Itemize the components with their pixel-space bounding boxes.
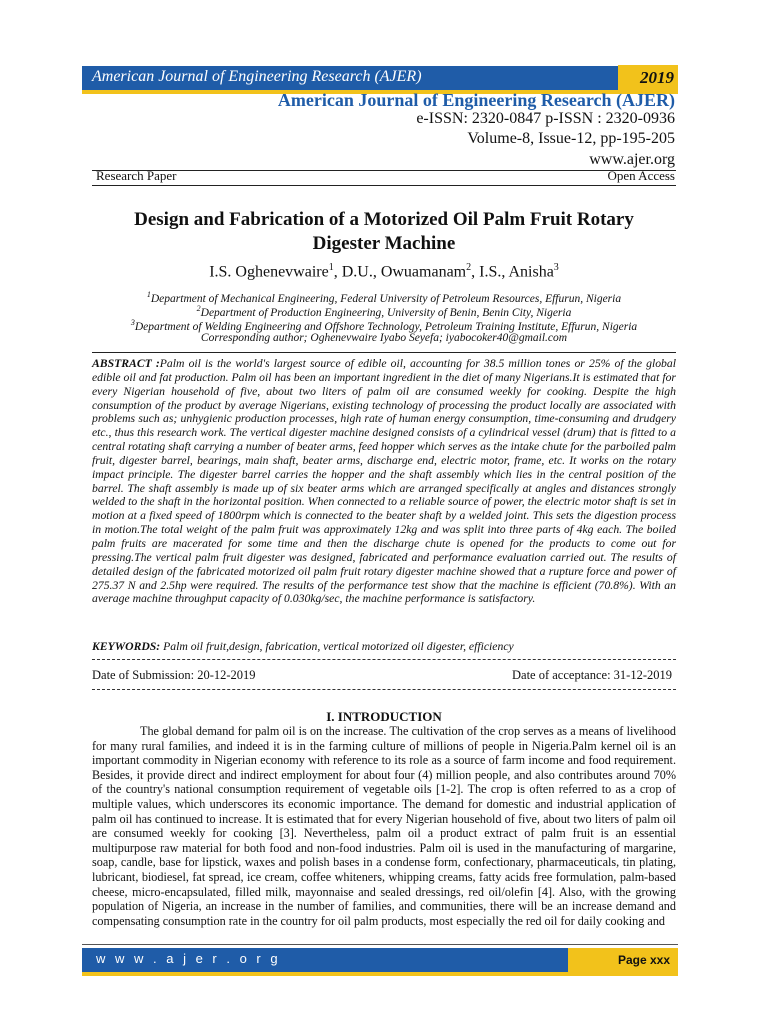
paper-type-label: Research Paper	[96, 168, 177, 183]
paper-title: Design and Fabrication of a Motorized Oil Palm Fruit Rotary Digester Machine	[134, 209, 634, 254]
author-name: I.S. Oghenevwaire	[209, 263, 329, 281]
author-name: D.U., Owuamanam	[341, 263, 467, 281]
running-header-year: 2019	[618, 65, 678, 90]
abstract	[92, 357, 676, 606]
affiliation	[80, 304, 688, 319]
acceptance-date: Date of acceptance: 31-12-2019	[512, 668, 672, 682]
corresponding-author: Corresponding author; Oghenevwaire Iyabo Seyefa; iyabocoker40@gmail.com	[200, 332, 568, 344]
abstract-text: Palm oil is the world's largest source of edible oil, accounting for 38.5 million tones or 25% of the global edible oil and fat production. Palm oil has been an important ingredient in the diet of many Nigerians.It is estimated that for every Nigerian household of five, about two liters of palm oil are consumed weekly for cooking. Despite the high consumption of the product by average Nigerians, existing technology of processing the product locally are associated with problems such as; unhygienic production processes, high rate of human energy consumption, time-consuming and drudgery etc., thus this research work. The vertical digester machine designed consists of a cylindrical vessel (drum) that is fitted to a central rotating shaft carrying a number of beater arms, feed hopper which serves as the intake chute for the parboiled palm fruit, digester barrel, bearings, main shaft, beater arms, discharge end, electric motor, frame, etc. It works on the rotary impact principle. The digester barrel carries the hopper and the shaft assembly which lies in the central position of the barrel. The shaft assembly is made up of six beater arms which are arranged specifically at angles and distances strongly welded to the shaft in the horizontal position. When connected to a reliable source of power, the electric motor shaft is set in motion at a fixed speed of 1800rpm which is connected to the beater shaft by a welded joint. This sets the digestion process in motion.The total weight of the palm fruit was approximately 12kg and was split into three parts of 4kg each. The boiled palm fruits are macerated for some time and then the discharge chute is opened for the products to come out for pressing.The vertical palm fruit digester was designed, fabricated and performance evaluation carried out. The results of detailed design of the fabricated motorized oil palm fruit rotary digester machine showed that a rupture force and power of 275.37 N and 2.5hp were required. The results of the performance test show that the machine is efficient (70.8%). With an average machine throughput capacity of 0.030kg/sec, the machine performance is satisfactory.	[92, 357, 676, 606]
footer-band	[82, 948, 678, 976]
author-name: I.S., Anisha	[479, 263, 554, 281]
submission-date: Date of Submission: 20-12-2019	[92, 668, 256, 682]
keywords-label: KEYWORDS:	[92, 640, 161, 653]
affiliation-sup: 2	[196, 304, 201, 313]
author-separator: ,	[333, 263, 342, 281]
footer-website[interactable]: w w w . a j e r . o r g	[96, 951, 281, 966]
open-access-label: Open Access	[607, 168, 675, 183]
author-sup: 1	[328, 262, 334, 273]
page-number: Page xxx	[568, 948, 678, 972]
journal-title: American Journal of Engineering Research (AJER)	[277, 90, 675, 110]
introduction-body	[92, 724, 676, 928]
author-separator: ,	[471, 263, 480, 281]
section-heading: I. INTRODUCTION	[326, 709, 442, 724]
keywords	[92, 640, 676, 653]
journal-website-link[interactable]: www.ajer.org	[589, 151, 675, 168]
author-sup: 3	[553, 262, 559, 273]
header-rule-top	[92, 170, 676, 171]
dashed-divider	[92, 689, 676, 690]
body-paragraph: The global demand for palm oil is on the increase. The cultivation of the crop serves as a means of livelihood for many rural families, and indeed it is in the farming culture of millions of people in Nigeria.Palm kernel oil is an important commodity in Nigerian economy with reference to its role as a source of farm income and food requirement. Besides, it provide direct and indirect employment for about four (4) million people, and also contributes around 70% of the country's national consumption requirement of vegetable oils [1-2]. The crop is often referred to as a crop of multiple values, which underscores its economic importance. The demand for domestic and industrial application of palm oil has continued to increase. It is estimated that for every Nigerian household of five, about two liters of palm oil are consumed weekly for cooking [3]. Nevertheless, palm oil a product extract of palm fruit is an essential multipurpose raw material for both food and non-food industries. Palm oil is used in the manufacturing of margarine, soap, candle, base for lipstick, waxes and polish bases in a condense form, confectionary, pharmaceuticals, tin plating, lubricant, biodiesel, fat spread, ice cream, coffee whiteners, whipping creams, fatty acids free formulation, palm-based cheese, micro-encapsulated, filled milk, mayonnaise and sealed dressings, red oil/olefin [4]. Also, with the growing population of Nigeria, an increase in the number of families, and communities, there will be an increase demand and compensating consumption rate in the country for oil palm products, most especially the red oil for daily cooking and	[92, 724, 676, 928]
affiliation-sup: 3	[130, 318, 135, 327]
volume-line: Volume-8, Issue-12, pp-195-205	[467, 130, 675, 147]
affiliation-text: Department of Production Engineering, University of Benin, Benin City, Nigeria	[200, 306, 572, 319]
running-header-journal: American Journal of Engineering Research (AJER)	[92, 68, 422, 85]
affiliation-text: Department of Mechanical Engineering, Federal University of Petroleum Resources, Effurun, Nigeria	[150, 292, 622, 305]
affiliation	[80, 318, 688, 333]
affiliation	[80, 290, 688, 305]
header-rule-bottom	[92, 185, 676, 186]
abstract-label: ABSTRACT :	[92, 357, 160, 370]
dashed-divider	[92, 659, 676, 660]
author-sup: 2	[466, 262, 472, 273]
keywords-text: Palm oil fruit,design, fabrication, vertical motorized oil digester, efficiency	[160, 640, 514, 653]
author-list	[100, 262, 668, 281]
footer-rule	[82, 944, 678, 945]
abstract-rule	[92, 352, 676, 353]
affiliation-text: Department of Welding Engineering and Offshore Technology, Petroleum Training Institute, Effurun, Nigeria	[134, 320, 638, 333]
issn-line: e-ISSN: 2320-0847 p-ISSN : 2320-0936	[416, 110, 675, 127]
affiliation-sup: 1	[146, 290, 151, 299]
